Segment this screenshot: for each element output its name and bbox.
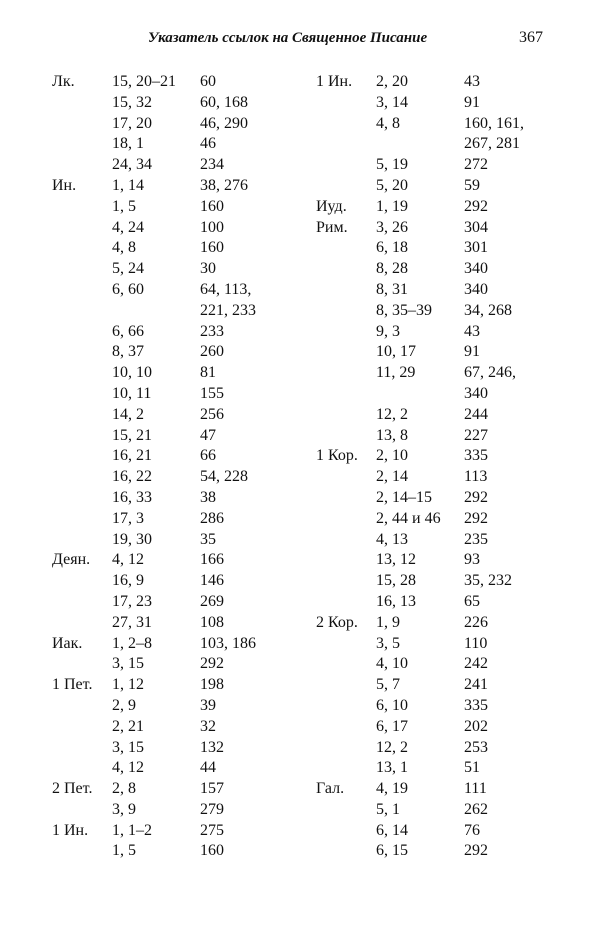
- page-references: 262: [464, 800, 488, 818]
- page-references: 253: [464, 738, 488, 756]
- page-references: 111: [464, 780, 487, 798]
- page-references: 100: [200, 218, 224, 236]
- verse-reference: 2, 14: [376, 468, 408, 486]
- page-references: 35: [200, 530, 216, 548]
- page-references: 132: [200, 738, 224, 756]
- verse-reference: 13, 8: [376, 426, 408, 444]
- verse-reference: 5, 7: [376, 676, 400, 694]
- verse-reference: 1, 12: [112, 676, 144, 694]
- page-references: 160: [200, 842, 224, 860]
- page-references: 227: [464, 426, 488, 444]
- verse-reference: 17, 23: [112, 592, 152, 610]
- verse-reference: 1, 14: [112, 176, 144, 194]
- page-references: 292: [464, 197, 488, 215]
- verse-reference: 2, 44 и 46: [376, 509, 441, 527]
- verse-reference: 2, 21: [112, 717, 144, 735]
- page-references: 226: [464, 613, 488, 631]
- verse-reference: 5, 1: [376, 800, 400, 818]
- book-abbreviation: Иак.: [52, 634, 83, 652]
- page-references: 81: [200, 364, 216, 382]
- page-references: 157: [200, 780, 224, 798]
- page-references: 292: [200, 655, 224, 673]
- book-abbreviation: Рим.: [316, 218, 348, 236]
- page-references: 340: [464, 384, 488, 402]
- verse-reference: 8, 31: [376, 280, 408, 298]
- page-references: 113: [464, 468, 488, 486]
- page-references: 335: [464, 447, 488, 465]
- verse-reference: 6, 66: [112, 322, 144, 340]
- page-references: 91: [464, 343, 480, 361]
- verse-reference: 24, 34: [112, 156, 152, 174]
- page-references: 35, 232: [464, 572, 512, 590]
- page-references: 301: [464, 239, 488, 257]
- page-references: 110: [464, 634, 488, 652]
- page-references: 260: [200, 343, 224, 361]
- verse-reference: 2, 14–15: [376, 488, 432, 506]
- page-references: 166: [200, 551, 224, 569]
- page-references: 292: [464, 488, 488, 506]
- page-references: 54, 228: [200, 468, 248, 486]
- page-references: 30: [200, 260, 216, 278]
- verse-reference: 1, 2–8: [112, 634, 152, 652]
- verse-reference: 6, 17: [376, 717, 408, 735]
- verse-reference: 8, 28: [376, 260, 408, 278]
- page-references: 304: [464, 218, 488, 236]
- page-references: 47: [200, 426, 216, 444]
- page-references: 51: [464, 759, 480, 777]
- page-references: 242: [464, 655, 488, 673]
- verse-reference: 13, 1: [376, 759, 408, 777]
- page-references: 44: [200, 759, 216, 777]
- page-references: 46: [200, 135, 216, 153]
- book-abbreviation: 1 Ин.: [316, 73, 353, 90]
- page-references: 267, 281: [464, 135, 520, 153]
- page-references: 335: [464, 696, 488, 714]
- page-references: 67, 246,: [464, 364, 516, 382]
- page-references: 59: [464, 176, 480, 194]
- verse-reference: 6, 14: [376, 821, 408, 839]
- page-references: 60, 168: [200, 93, 248, 111]
- verse-reference: 1, 5: [112, 842, 136, 860]
- page-references: 292: [464, 509, 488, 527]
- verse-reference: 4, 12: [112, 551, 144, 569]
- page-references: 76: [464, 821, 480, 839]
- book-abbreviation: Ин.: [52, 176, 77, 194]
- verse-reference: 1, 5: [112, 197, 136, 215]
- verse-reference: 3, 15: [112, 655, 144, 673]
- verse-reference: 2, 8: [112, 780, 136, 798]
- verse-reference: 16, 9: [112, 572, 144, 590]
- verse-reference: 15, 20–21: [112, 73, 176, 90]
- verse-reference: 15, 21: [112, 426, 152, 444]
- verse-reference: 3, 15: [112, 738, 144, 756]
- page-references: 221, 233: [200, 301, 256, 319]
- verse-reference: 4, 8: [112, 239, 136, 257]
- page-references: 43: [464, 322, 480, 340]
- verse-reference: 2, 10: [376, 447, 408, 465]
- verse-reference: 6, 18: [376, 239, 408, 257]
- verse-reference: 6, 15: [376, 842, 408, 860]
- verse-reference: 15, 32: [112, 93, 152, 111]
- page-references: 60: [200, 73, 216, 90]
- page-references: 340: [464, 260, 488, 278]
- verse-reference: 16, 13: [376, 592, 416, 610]
- verse-reference: 16, 22: [112, 468, 152, 486]
- page-references: 198: [200, 676, 224, 694]
- page-references: 160: [200, 197, 224, 215]
- page-references: 160, 161,: [464, 114, 524, 132]
- page-references: 275: [200, 821, 224, 839]
- page-references: 46, 290: [200, 114, 248, 132]
- verse-reference: 14, 2: [112, 405, 144, 423]
- verse-reference: 1, 9: [376, 613, 400, 631]
- page-references: 256: [200, 405, 224, 423]
- verse-reference: 11, 29: [376, 364, 416, 382]
- book-abbreviation: 2 Пет.: [52, 780, 93, 798]
- page-references: 234: [200, 156, 224, 174]
- verse-reference: 17, 3: [112, 509, 144, 527]
- verse-reference: 16, 21: [112, 447, 152, 465]
- page-references: 38, 276: [200, 176, 248, 194]
- page-references: 160: [200, 239, 224, 257]
- book-abbreviation: Иуд.: [316, 197, 347, 215]
- verse-reference: 4, 24: [112, 218, 144, 236]
- page-references: 286: [200, 509, 224, 527]
- page-references: 279: [200, 800, 224, 818]
- book-abbreviation: 2 Кор.: [316, 613, 358, 631]
- page-references: 244: [464, 405, 488, 423]
- page-references: 32: [200, 717, 216, 735]
- page-references: 340: [464, 280, 488, 298]
- verse-reference: 4, 13: [376, 530, 408, 548]
- page-number: 367: [519, 29, 543, 46]
- verse-reference: 4, 19: [376, 780, 408, 798]
- verse-reference: 5, 20: [376, 176, 408, 194]
- book-abbreviation: 1 Ин.: [52, 821, 89, 839]
- page-references: 64, 113,: [200, 280, 252, 298]
- page-references: 65: [464, 592, 480, 610]
- page-references: 202: [464, 717, 488, 735]
- page-references: 235: [464, 530, 488, 548]
- verse-reference: 10, 11: [112, 384, 152, 402]
- verse-reference: 6, 10: [376, 696, 408, 714]
- book-abbreviation: 1 Пет.: [52, 676, 93, 694]
- verse-reference: 17, 20: [112, 114, 152, 132]
- page-references: 93: [464, 551, 480, 569]
- verse-reference: 10, 17: [376, 343, 416, 361]
- verse-reference: 5, 24: [112, 260, 144, 278]
- page-references: 146: [200, 572, 224, 590]
- verse-reference: 2, 20: [376, 73, 408, 90]
- verse-reference: 13, 12: [376, 551, 416, 569]
- page-references: 103, 186: [200, 634, 256, 652]
- book-abbreviation: Гал.: [316, 780, 345, 798]
- page-references: 43: [464, 73, 480, 90]
- page-references: 233: [200, 322, 224, 340]
- verse-reference: 3, 14: [376, 93, 408, 111]
- page-references: 66: [200, 447, 216, 465]
- page-references: 91: [464, 93, 480, 111]
- page-references: 38: [200, 488, 216, 506]
- verse-reference: 8, 35–39: [376, 301, 432, 319]
- verse-reference: 5, 19: [376, 156, 408, 174]
- verse-reference: 3, 9: [112, 800, 136, 818]
- book-abbreviation: Лк.: [52, 73, 75, 90]
- verse-reference: 8, 37: [112, 343, 144, 361]
- verse-reference: 4, 8: [376, 114, 400, 132]
- page-references: 269: [200, 592, 224, 610]
- page-references: 272: [464, 156, 488, 174]
- verse-reference: 16, 33: [112, 488, 152, 506]
- verse-reference: 12, 2: [376, 405, 408, 423]
- verse-reference: 1, 19: [376, 197, 408, 215]
- page-references: 108: [200, 613, 224, 631]
- book-abbreviation: Деян.: [52, 551, 91, 569]
- verse-reference: 12, 2: [376, 738, 408, 756]
- verse-reference: 3, 5: [376, 634, 400, 652]
- running-header-title: Указатель ссылок на Священное Писание: [148, 30, 428, 46]
- verse-reference: 4, 10: [376, 655, 408, 673]
- verse-reference: 10, 10: [112, 364, 152, 382]
- verse-reference: 2, 9: [112, 696, 136, 714]
- verse-reference: 3, 26: [376, 218, 408, 236]
- verse-reference: 6, 60: [112, 280, 144, 298]
- page-references: 34, 268: [464, 301, 512, 319]
- verse-reference: 1, 1–2: [112, 821, 152, 839]
- verse-reference: 19, 30: [112, 530, 152, 548]
- page-references: 39: [200, 696, 216, 714]
- verse-reference: 4, 12: [112, 759, 144, 777]
- book-abbreviation: 1 Кор.: [316, 447, 358, 465]
- verse-reference: 27, 31: [112, 613, 152, 631]
- verse-reference: 9, 3: [376, 322, 400, 340]
- verse-reference: 15, 28: [376, 572, 416, 590]
- page-references: 241: [464, 676, 488, 694]
- verse-reference: 18, 1: [112, 135, 144, 153]
- page-references: 292: [464, 842, 488, 860]
- page-references: 155: [200, 384, 224, 402]
